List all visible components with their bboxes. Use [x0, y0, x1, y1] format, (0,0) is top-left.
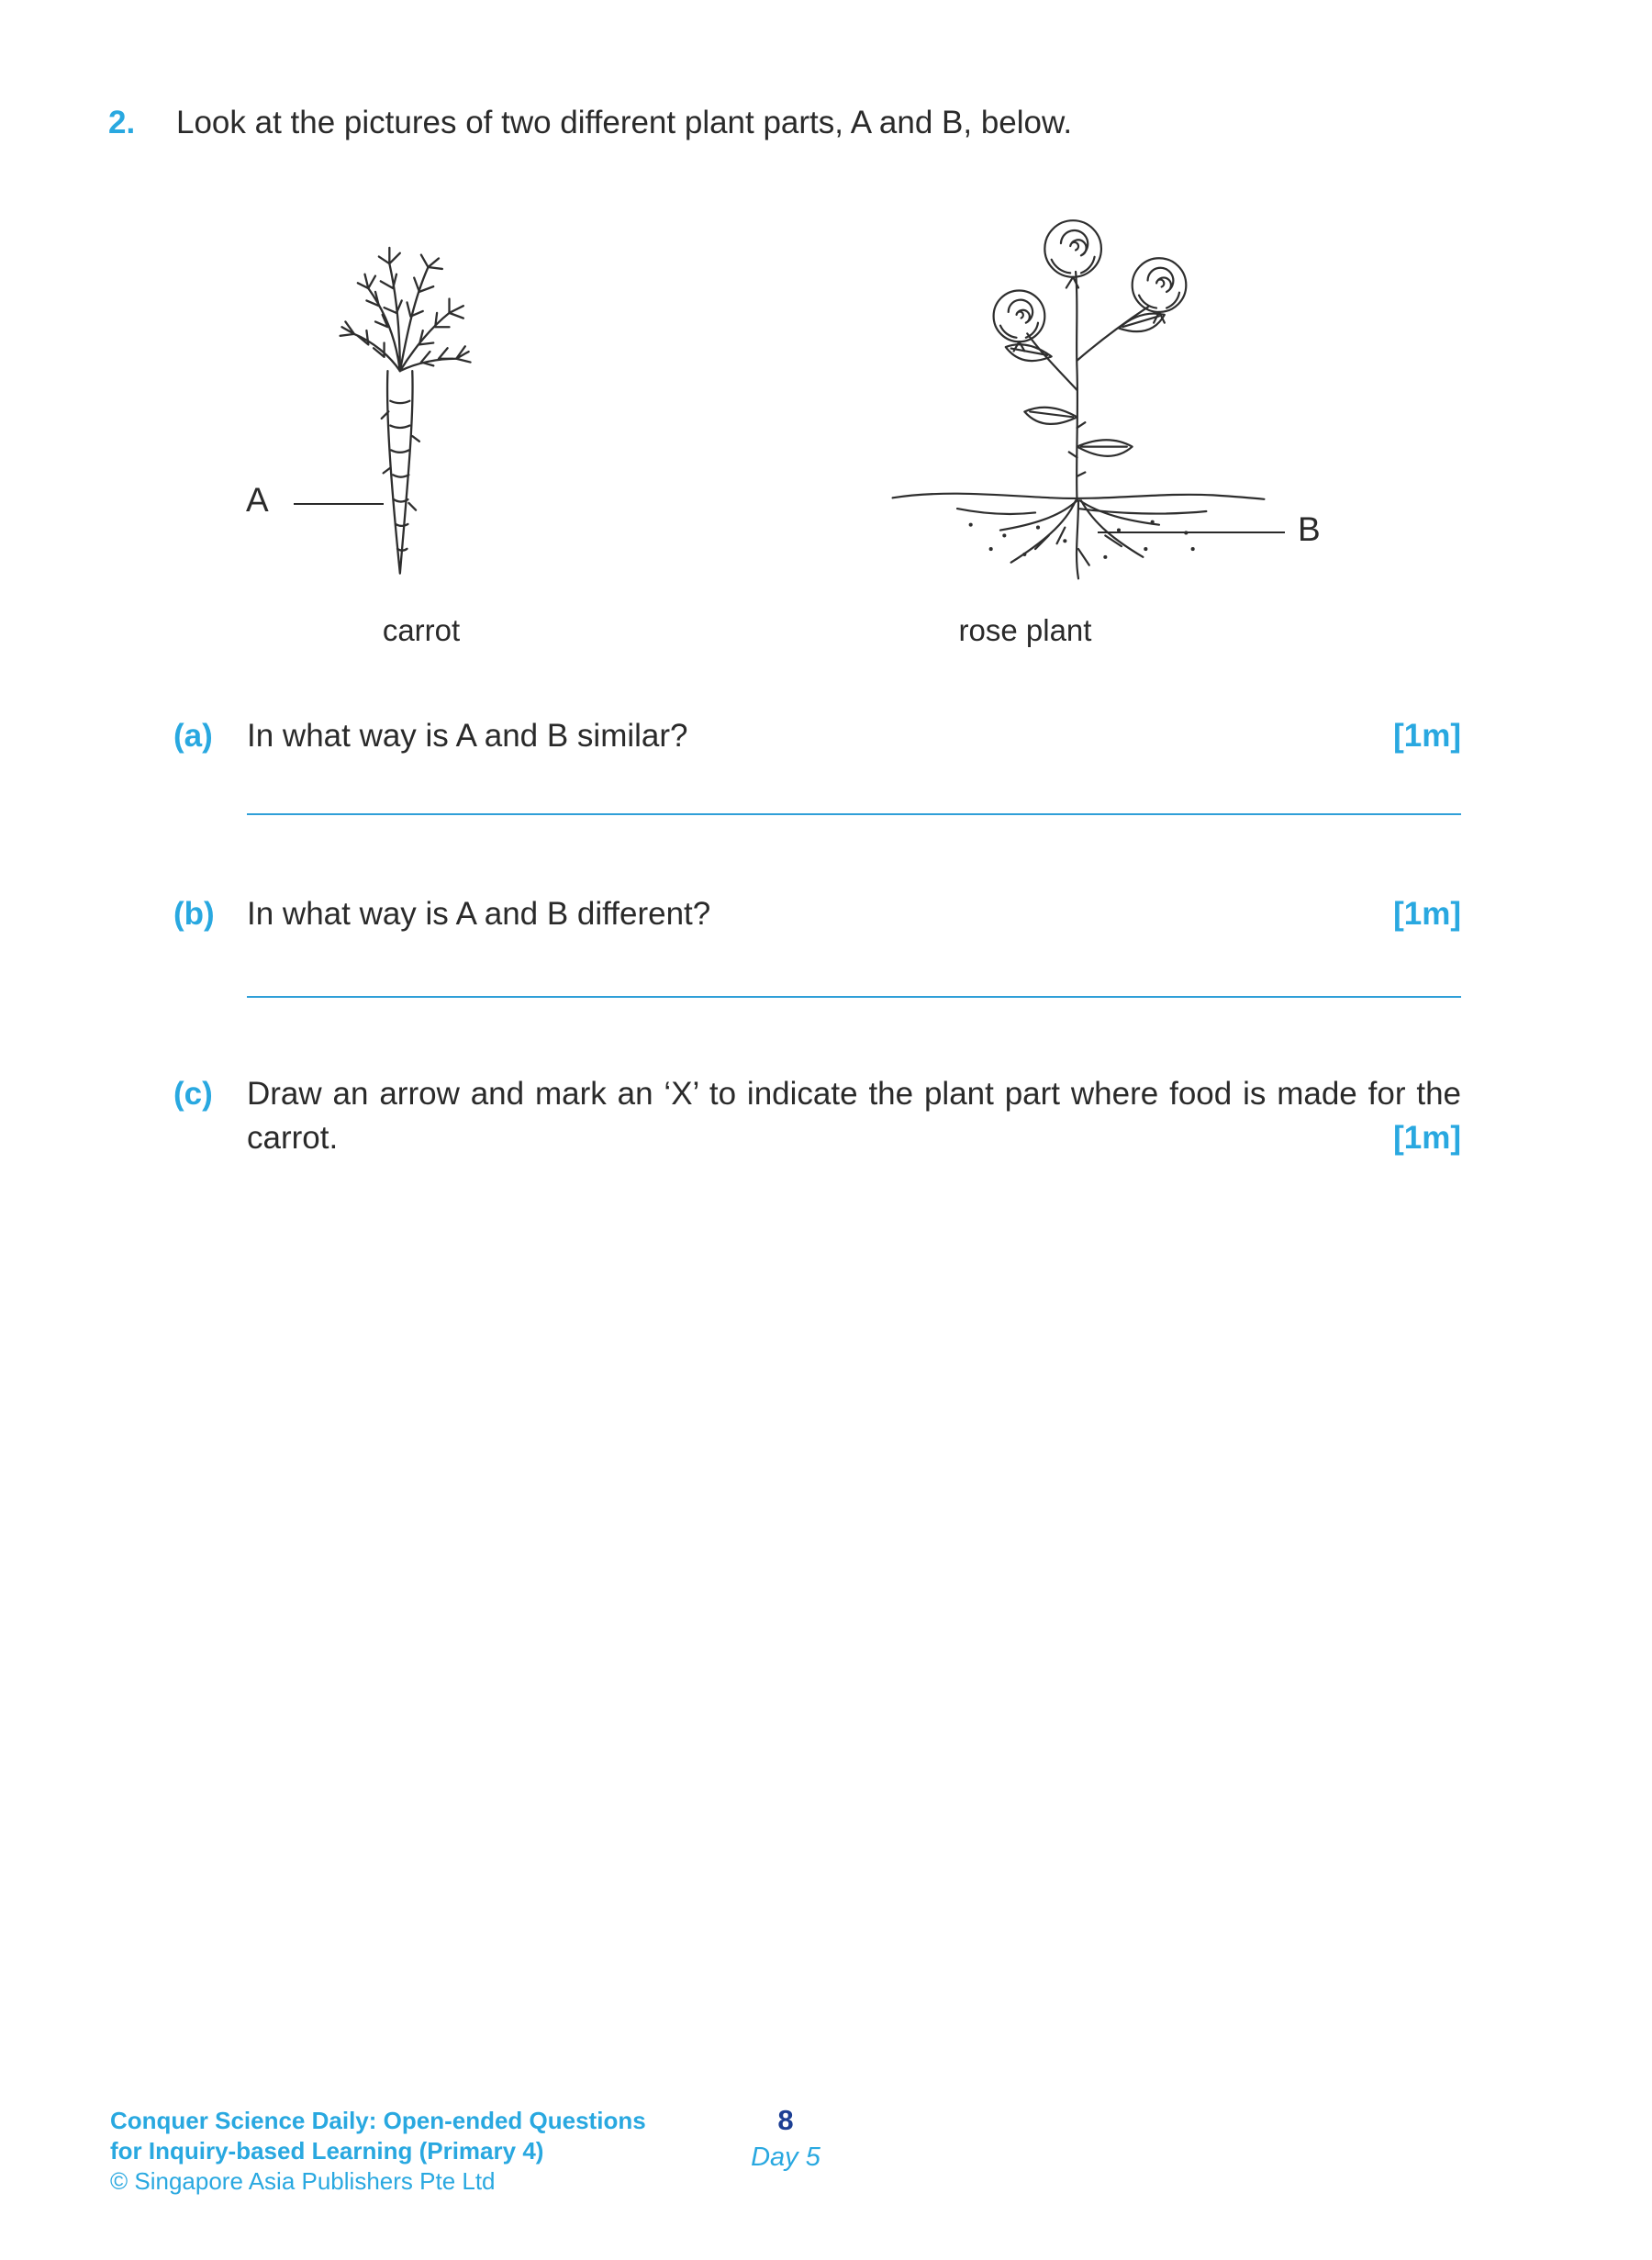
- footer-imprint: [110, 2106, 646, 2197]
- figure-label-a: A: [246, 481, 269, 519]
- footer-series-line1: Conquer Science Daily: Open-ended Questions: [110, 2107, 646, 2134]
- answer-line-a: [247, 813, 1461, 815]
- part-c-id: (c): [173, 1076, 213, 1112]
- question-intro: Look at the pictures of two different plant parts, A and B, below.: [176, 105, 1073, 140]
- caption-carrot: carrot: [382, 613, 461, 647]
- footer-series-line2: for Inquiry-based Learning (Primary 4): [110, 2137, 544, 2165]
- carrot-illustration: [308, 204, 485, 587]
- figure: [0, 0, 1652, 698]
- question-part-c: [173, 1072, 1461, 1160]
- day-label: Day 5: [751, 2143, 820, 2172]
- figure-label-b: B: [1298, 510, 1321, 548]
- page-number: 8: [777, 2104, 794, 2136]
- part-c-text: Draw an arrow and mark an ‘X’ to indicate the plant part where food is made for the carrot.: [247, 1076, 1461, 1156]
- caption-rose: rose plant: [958, 613, 1092, 647]
- part-a-text: In what way is A and B similar?: [247, 718, 688, 754]
- part-a-marks: [1m]: [1393, 718, 1461, 754]
- answer-line-b: [247, 996, 1461, 998]
- footer-page-block: [694, 2104, 877, 2173]
- label-b-callout-line: [1098, 531, 1285, 533]
- part-c-marks: [1m]: [1393, 1120, 1461, 1156]
- question-part-b: [173, 892, 1461, 936]
- footer-copyright: © Singapore Asia Publishers Pte Ltd: [110, 2167, 496, 2195]
- label-a-callout-line: [294, 503, 384, 505]
- question-number: 2.: [108, 105, 136, 140]
- part-b-marks: [1m]: [1393, 896, 1461, 932]
- part-b-id: (b): [173, 896, 215, 932]
- part-a-id: (a): [173, 718, 213, 754]
- question-part-a: [173, 714, 1461, 758]
- part-b-text: In what way is A and B different?: [247, 896, 711, 932]
